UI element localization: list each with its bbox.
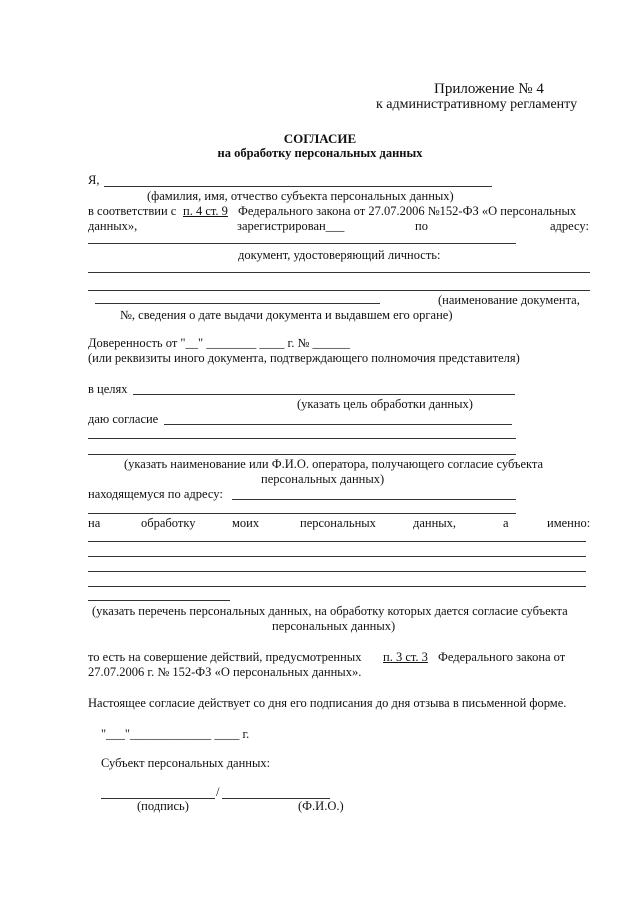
- proxy-line: Доверенность от "__" ________ ____ г. № ______: [88, 336, 350, 350]
- list-line-1: [88, 541, 586, 542]
- consent-line-1: [164, 424, 512, 425]
- actions-line-2: 27.07.2006 г. № 152-ФЗ «О персональных данных».: [88, 665, 362, 679]
- data-word: данных»,: [88, 219, 138, 233]
- processing-word-4: персональных: [300, 516, 376, 530]
- operator-hint-1: (указать наименование или Ф.И.О. оператора, получающего согласие субъекта: [124, 457, 544, 471]
- list-line-5: [88, 600, 230, 601]
- subject-label: Субъект персональных данных:: [101, 756, 271, 770]
- doc-hint-2: №, сведения о дате выдачи документа и выдавшем его органе): [120, 308, 453, 322]
- list-hint-2: персональных данных): [272, 619, 396, 633]
- legal-suffix: Федерального закона от 27.07.2006 №152-ФЗ «О персональных: [238, 204, 577, 218]
- actions-suffix: Федерального закона от: [438, 650, 566, 664]
- signature-hint: (подпись): [137, 799, 189, 813]
- fio-short-hint: (Ф.И.О.): [298, 799, 344, 813]
- legal-reference: п. 4 ст. 9: [183, 204, 228, 218]
- located-line-2: [88, 513, 516, 514]
- id-line-1: [88, 272, 590, 273]
- consent-line-2: [88, 438, 516, 439]
- consent-label: даю согласие: [88, 412, 159, 426]
- purpose-line: [133, 394, 515, 395]
- located-label: находящемуся по адресу:: [88, 487, 223, 501]
- proxy-hint: (или реквизиты иного документа, подтверждающего полномочия представителя): [88, 351, 520, 365]
- list-line-3: [88, 571, 586, 572]
- fio-hint: (фамилия, имя, отчество субъекта персональных данных): [147, 189, 454, 203]
- processing-word-5: данных,: [413, 516, 457, 530]
- legal-prefix: в соответствии с: [88, 204, 177, 218]
- date-line: "___"_____________ ____ г.: [101, 727, 250, 741]
- fio-field-line: [104, 186, 492, 187]
- processing-word-3: моих: [232, 516, 260, 530]
- consent-line-3: [88, 454, 516, 455]
- purpose-label: в целях: [88, 382, 128, 396]
- document-title: СОГЛАСИЕ: [283, 131, 357, 146]
- validity-statement: Настоящее согласие действует со дня его подписания до дня отзыва в письменной форме.: [88, 696, 567, 710]
- id-line-3: [95, 303, 380, 304]
- list-hint-1: (указать перечень персональных данных, на обработку которых дается согласие субъекта: [92, 604, 568, 618]
- registered-label: зарегистрирован___: [237, 219, 345, 233]
- by-word: по: [415, 219, 428, 233]
- purpose-hint: (указать цель обработки данных): [297, 397, 473, 411]
- actions-reference: п. 3 ст. 3: [383, 650, 428, 664]
- processing-word-2: обработку: [141, 516, 196, 530]
- located-line-1: [232, 499, 516, 500]
- document-subtitle: на обработку персональных данных: [217, 146, 423, 160]
- appendix-subtitle: к административному регламенту: [376, 97, 578, 112]
- address-word: адресу:: [550, 219, 589, 233]
- list-line-2: [88, 556, 586, 557]
- processing-word-7: именно:: [547, 516, 591, 530]
- processing-word-1: на: [88, 516, 101, 530]
- list-line-4: [88, 586, 586, 587]
- address-line-1: [88, 243, 516, 244]
- i-label: Я,: [88, 173, 100, 187]
- processing-word-6: а: [503, 516, 509, 530]
- actions-prefix: то есть на совершение действий, предусмотренных: [88, 650, 362, 664]
- id-document-label: документ, удостоверяющий личность:: [238, 248, 441, 262]
- doc-hint-1: (наименование документа,: [438, 293, 580, 307]
- operator-hint-2: персональных данных): [261, 472, 385, 486]
- signature-slash: /: [216, 785, 220, 799]
- id-line-2: [88, 290, 590, 291]
- appendix-title: Приложение № 4: [434, 81, 544, 97]
